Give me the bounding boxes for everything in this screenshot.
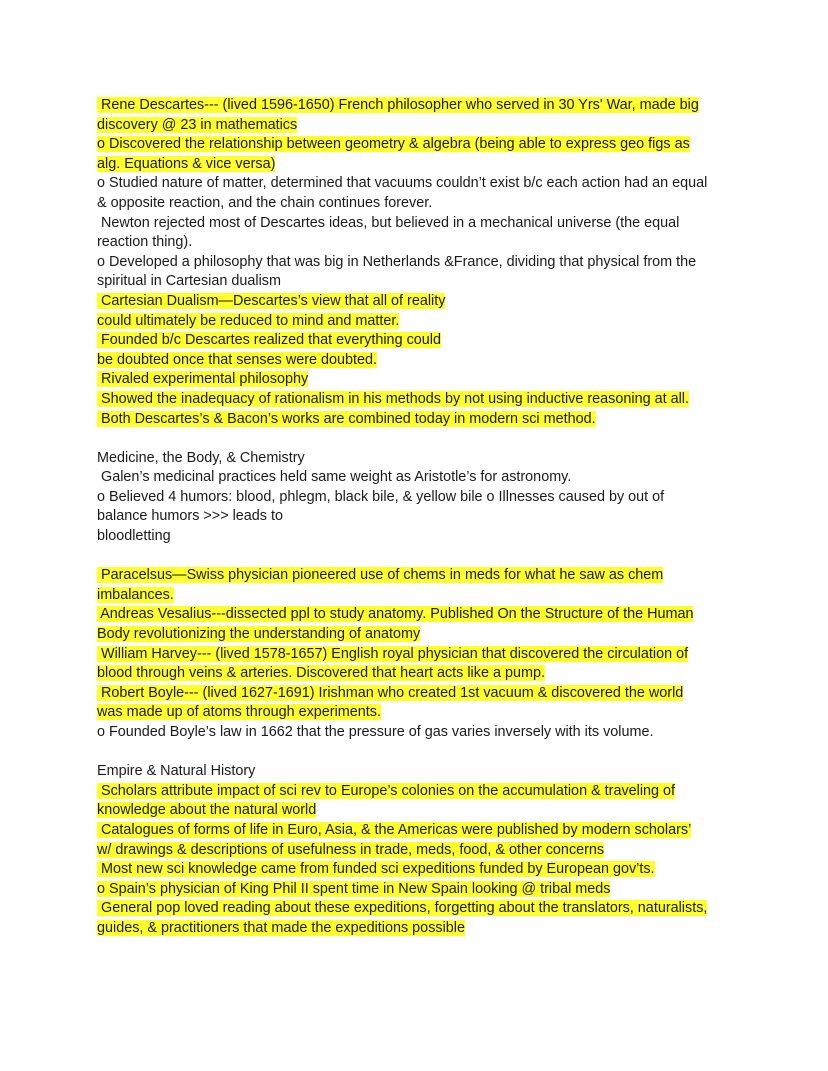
text-line xyxy=(97,331,737,351)
highlighted-text: blood through veins & arteries. Discovered that heart acts like a pump. xyxy=(97,665,545,682)
highlighted-text: Rivaled experimental philosophy xyxy=(97,371,309,388)
text-line xyxy=(97,253,737,273)
section-0 xyxy=(97,96,737,429)
text-line xyxy=(97,312,737,332)
text-line xyxy=(97,174,737,194)
highlighted-text: discovery @ 23 in mathematics xyxy=(97,116,298,133)
highlighted-text: Cartesian Dualism—Descartes’s view that all of reality xyxy=(97,292,446,309)
highlighted-text: Both Descartes’s & Bacon’s works are combined today in modern sci method. xyxy=(97,410,596,427)
highlighted-text: Body revolutionizing the understanding of anatomy xyxy=(97,626,421,643)
document-page xyxy=(97,96,737,939)
text-line xyxy=(97,625,737,645)
plain-text: Empire & Natural History xyxy=(97,763,256,780)
text-line xyxy=(97,684,737,704)
text-line xyxy=(97,703,737,723)
text-line xyxy=(97,586,737,606)
highlighted-text: General pop loved reading about these expeditions, forgetting about the translators, naturalists, xyxy=(97,900,708,917)
text-line xyxy=(97,860,737,880)
highlighted-text: alg. Equations & vice versa) xyxy=(97,155,276,172)
text-line xyxy=(97,880,737,900)
text-line xyxy=(97,116,737,136)
text-line xyxy=(97,919,737,939)
highlighted-text: Catalogues of forms of life in Euro, Asia, & the Americas were published by modern scholars’ xyxy=(97,821,692,838)
section-2 xyxy=(97,566,737,742)
text-line xyxy=(97,488,737,508)
plain-text: Galen’s medicinal practices held same weight as Aristotle’s for astronomy. xyxy=(97,469,572,486)
text-line xyxy=(97,233,737,253)
plain-text: Newton rejected most of Descartes ideas, but believed in a mechanical universe (the equal xyxy=(97,214,680,231)
text-line xyxy=(97,605,737,625)
text-line xyxy=(97,410,737,430)
plain-text: o Founded Boyle’s law in 1662 that the pressure of gas varies inversely with its volume. xyxy=(97,724,654,740)
text-line xyxy=(97,272,737,292)
text-line xyxy=(97,370,737,390)
text-line xyxy=(97,292,737,312)
highlighted-text: w/ drawings & descriptions of usefulness in trade, meds, food, & other concerns xyxy=(97,841,605,858)
highlighted-text: was made up of atoms through experiments. xyxy=(97,704,381,721)
text-line xyxy=(97,899,737,919)
text-line xyxy=(97,566,737,586)
highlighted-text: Showed the inadequacy of rationalism in his methods by not using inductive reasoning at all. xyxy=(97,390,689,407)
text-line xyxy=(97,194,737,214)
highlighted-text: Paracelsus—Swiss physician pioneered use of chems in meds for what he saw as chem xyxy=(97,567,664,584)
text-line xyxy=(97,351,737,371)
highlighted-text: Robert Boyle--- (lived 1627-1691) Irishman who created 1st vacuum & discovered the world xyxy=(97,684,684,701)
section-3 xyxy=(97,762,737,938)
plain-text: o Believed 4 humors: blood, phlegm, black bile, & yellow bile o Illnesses caused by out of xyxy=(97,488,665,505)
text-line xyxy=(97,723,737,743)
section-1 xyxy=(97,449,737,547)
plain-text: balance humors >>> leads to xyxy=(97,508,284,525)
plain-text: Medicine, the Body, & Chemistry xyxy=(97,449,305,466)
text-line xyxy=(97,527,737,547)
highlighted-text: William Harvey--- (lived 1578-1657) English royal physician that discovered the circulation of xyxy=(97,645,689,662)
highlighted-text: guides, & practitioners that made the expeditions possible xyxy=(97,919,465,936)
text-line xyxy=(97,507,737,527)
text-line xyxy=(97,841,737,861)
highlighted-text: Rene Descartes--- (lived 1596-1650) French philosopher who served in 30 Yrs' War, made big xyxy=(97,97,699,113)
text-line xyxy=(97,762,737,782)
paragraph-gap xyxy=(97,547,737,567)
highlighted-text: imbalances. xyxy=(97,586,174,603)
plain-text: & opposite reaction, and the chain continues forever. xyxy=(97,194,433,211)
highlighted-text: o Discovered the relationship between geometry & algebra (being able to express geo figs as xyxy=(97,136,690,153)
text-line xyxy=(97,214,737,234)
highlighted-text: Founded b/c Descartes realized that everything could xyxy=(97,332,441,349)
plain-text: o Developed a philosophy that was big in Netherlands &France, dividing that physical from the xyxy=(97,253,697,270)
text-line xyxy=(97,664,737,684)
text-line xyxy=(97,782,737,802)
plain-text: bloodletting xyxy=(97,528,171,545)
text-line xyxy=(97,821,737,841)
plain-text: o Studied nature of matter, determined that vacuums couldn’t exist b/c each action had an equal xyxy=(97,175,708,192)
paragraph-gap xyxy=(97,429,737,449)
paragraph-gap xyxy=(97,743,737,763)
highlighted-text: o Spain’s physician of King Phil II spent time in New Spain looking @ tribal meds xyxy=(97,880,611,897)
text-line xyxy=(97,155,737,175)
text-line xyxy=(97,468,737,488)
highlighted-text: could ultimately be reduced to mind and matter. xyxy=(97,312,400,329)
plain-text: spiritual in Cartesian dualism xyxy=(97,273,281,290)
highlighted-text: be doubted once that senses were doubted. xyxy=(97,351,378,368)
text-line xyxy=(97,801,737,821)
text-line xyxy=(97,390,737,410)
highlighted-text: Scholars attribute impact of sci rev to Europe’s colonies on the accumulation & traveling of xyxy=(97,782,676,799)
text-line xyxy=(97,645,737,665)
text-line xyxy=(97,449,737,469)
highlighted-text: knowledge about the natural world xyxy=(97,802,317,819)
text-line xyxy=(97,135,737,155)
plain-text: reaction thing). xyxy=(97,234,193,251)
highlighted-text: Most new sci knowledge came from funded sci expeditions funded by European gov’ts. xyxy=(97,861,655,878)
text-line xyxy=(97,96,737,116)
highlighted-text: Andreas Vesalius---dissected ppl to study anatomy. Published On the Structure of the Human xyxy=(97,606,694,623)
